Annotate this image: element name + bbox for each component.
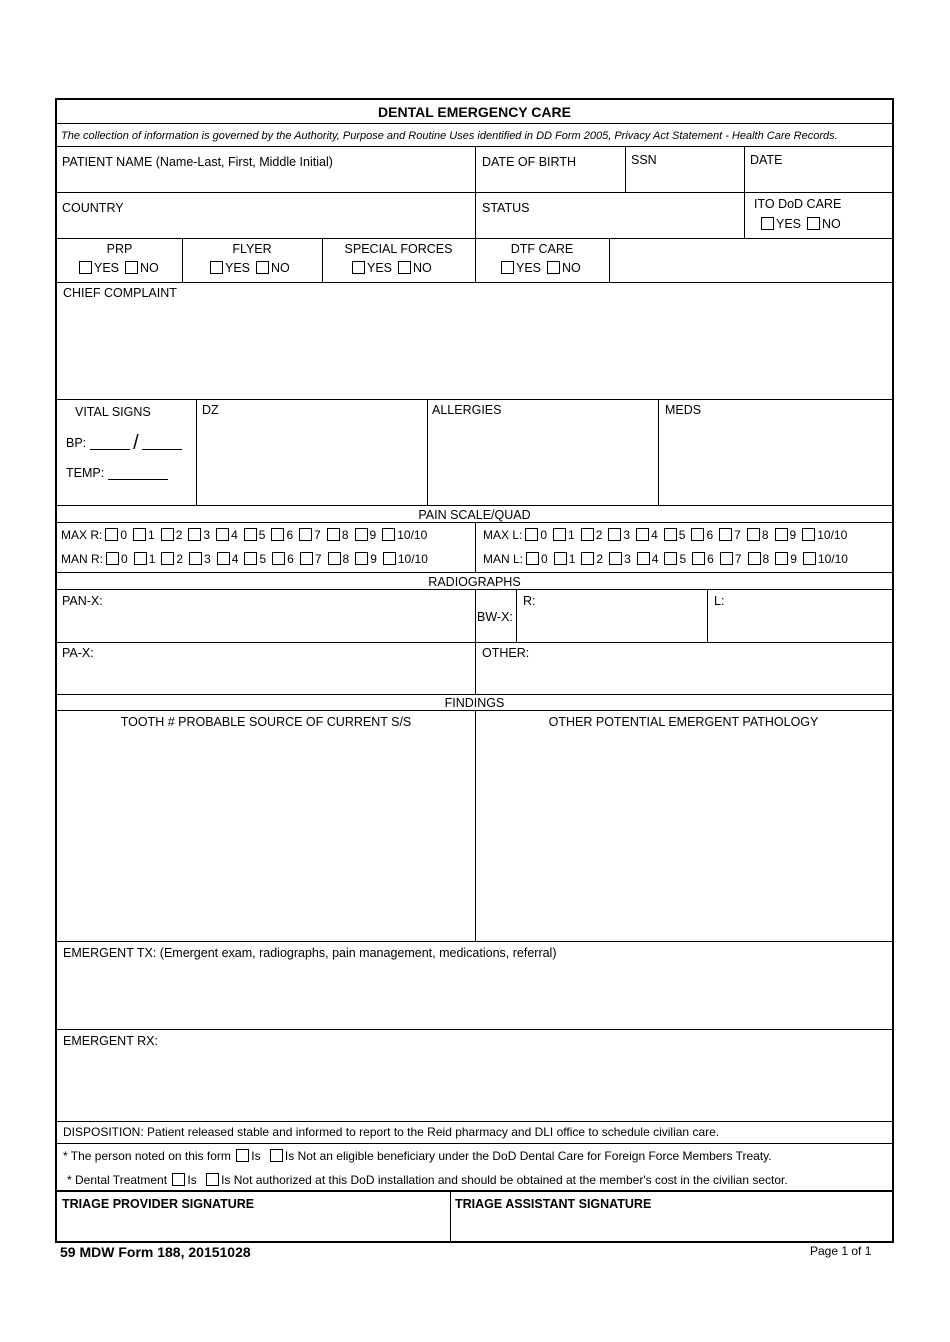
max-l-row [483,528,850,542]
divider [57,505,892,506]
is-label: Is [187,1173,197,1187]
divider [658,399,659,505]
prp-no-checkbox[interactable] [125,261,138,274]
emergent-tx-field[interactable] [57,962,892,1028]
pain-scale-value: 1 [568,528,575,542]
yes-label: YES [225,261,251,275]
pain-scale-value: 7 [734,528,741,542]
provider-signature-field[interactable] [57,1212,449,1242]
max-r-checkbox-3[interactable] [188,528,201,541]
ito-dod-care-label: ITO DoD CARE [754,197,842,211]
man-l-checkbox-10[interactable] [803,552,816,565]
dtf-yes-checkbox[interactable] [501,261,514,274]
flyer-options [210,261,290,275]
patient-name-label: PATIENT NAME (Name-Last, First, Middle Initial) [62,155,333,169]
no-label: NO [562,261,581,275]
prp-label: PRP [106,242,133,256]
pain-scale-value: 7 [314,528,321,542]
pain-scale-value: 1 [148,552,156,566]
no-label: NO [822,217,841,231]
pain-scale-value: 9 [790,552,797,566]
pain-scale-value: 2 [176,552,184,566]
max-r-checkbox-6[interactable] [271,528,284,541]
man-l-checkbox-4[interactable] [637,552,650,565]
pain-scale-value: 3 [203,528,211,542]
max-r-checkbox-8[interactable] [327,528,340,541]
bw-l-label: L: [714,594,725,608]
divider [625,146,626,192]
max-r-checkbox-1[interactable] [133,528,146,541]
flyer-yes-checkbox[interactable] [210,261,223,274]
other-radiograph-label: OTHER: [482,646,530,660]
treatment-is-not-checkbox[interactable] [206,1173,219,1186]
max-l-checkbox-9[interactable] [775,528,788,541]
other-pathology-field[interactable] [476,732,892,940]
flyer-no-checkbox[interactable] [256,261,269,274]
emergent-tx-label: EMERGENT TX: (Emergent exam, radiographs, pain management, medications, referral) [63,946,557,960]
bp-separator: / [133,432,139,454]
provider-signature-label: TRIAGE PROVIDER SIGNATURE [62,1197,255,1211]
max-l-checkbox-3[interactable] [608,528,621,541]
prp-options [79,261,159,275]
temp-text: TEMP: [66,466,105,480]
tooth-source-label: TOOTH # PROBABLE SOURCE OF CURRENT S/S [120,715,412,729]
man-r-checkbox-9[interactable] [355,552,368,565]
pain-scale-value: 8 [342,552,350,566]
prp-yes-checkbox[interactable] [79,261,92,274]
pain-scale-value: 2 [175,528,183,542]
man-r-checkbox-10[interactable] [383,552,396,565]
dob-label: DATE OF BIRTH [482,155,576,169]
page-number: Page 1 of 1 [810,1244,872,1258]
beneficiary-statement [63,1149,772,1163]
man-r-checkbox-1[interactable] [134,552,147,565]
privacy-statement: The collection of information is governed by the Authority, Purpose and Routine Uses identified in DD Form 2005, Privacy Act Statement - Health Care Records. [61,130,838,142]
beneficiary-pre-text: * The person noted on this form [63,1149,231,1163]
emergent-rx-field[interactable] [57,1050,892,1120]
pain-scale-value: 3 [623,528,631,542]
sf-yes-checkbox[interactable] [352,261,365,274]
divider [57,1121,892,1122]
pain-scale-value: 7 [314,552,322,566]
bw-x-label: BW-X: [477,610,513,624]
temp-label [66,466,168,480]
divider [57,941,892,942]
pan-x-label: PAN-X: [62,594,103,608]
is-not-label: Is Not [284,1149,317,1163]
yes-label: YES [367,261,393,275]
man-r-checkbox-0[interactable] [106,552,119,565]
divider [57,1029,892,1030]
divider [57,123,892,124]
flyer-label: FLYER [232,242,272,256]
pain-scale-value: 3 [204,552,211,566]
date-label: DATE [750,153,783,167]
pain-scale-value: 10/10 [397,552,428,566]
bp-systolic-field[interactable] [90,437,130,450]
pain-scale-value: 1 [568,552,576,566]
max-r-row [61,528,430,542]
max-r-checkbox-9[interactable] [355,528,368,541]
max-l-checkbox-4[interactable] [636,528,649,541]
divider [57,192,892,193]
temp-field[interactable] [108,467,168,480]
man-l-checkbox-3[interactable] [609,552,622,565]
divider [427,399,428,505]
max-r-checkbox-5[interactable] [244,528,257,541]
chief-complaint-label: CHIEF COMPLAINT [63,286,177,300]
dtf-no-checkbox[interactable] [547,261,560,274]
pain-scale-value: 9 [789,528,797,542]
max-l-checkbox-1[interactable] [553,528,566,541]
divider [196,399,197,505]
divider [57,1190,892,1192]
pain-scale-value: 8 [762,552,770,566]
max-l-checkbox-10[interactable] [802,528,815,541]
beneficiary-is-checkbox[interactable] [236,1149,249,1162]
pain-scale-value: 5 [679,552,687,566]
emergent-rx-label: EMERGENT RX: [63,1034,158,1048]
divider [57,642,892,643]
divider [57,1143,892,1144]
divider [57,399,892,400]
ito-dod-care-options [761,217,841,231]
man-r-label: MAN R: [61,552,103,566]
man-r-checkbox-3[interactable] [189,552,202,565]
pain-scale-value: 4 [651,528,658,542]
disposition-text: DISPOSITION: Patient released stable and informed to report to the Reid pharmacy and DLI office to schedule civilian care. [63,1125,720,1139]
max-l-checkbox-2[interactable] [581,528,594,541]
bp-text: BP: [66,436,87,450]
max-l-checkbox-6[interactable] [691,528,704,541]
treatment-pre-text: * Dental Treatment [67,1173,168,1187]
man-l-checkbox-8[interactable] [748,552,761,565]
no-label: NO [413,261,432,275]
dtf-care-label: DTF CARE [510,242,574,256]
special-forces-label: SPECIAL FORCES [344,242,453,256]
other-pathology-label: OTHER POTENTIAL EMERGENT PATHOLOGY [548,715,819,729]
divider [57,282,892,283]
man-l-checkbox-1[interactable] [554,552,567,565]
max-r-checkbox-10[interactable] [382,528,395,541]
max-l-checkbox-0[interactable] [525,528,538,541]
bp-diastolic-field[interactable] [142,437,182,450]
pain-scale-value: 6 [286,528,294,542]
pa-x-label: PA-X: [62,646,94,660]
divider [475,522,476,572]
pain-scale-value: 6 [287,552,294,566]
meds-label: MEDS [665,403,702,417]
max-l-checkbox-5[interactable] [664,528,677,541]
max-l-checkbox-8[interactable] [747,528,760,541]
treatment-statement [67,1173,788,1187]
bp-label [66,432,182,454]
man-l-checkbox-5[interactable] [664,552,677,565]
bw-r-label: R: [523,594,536,608]
man-l-label: MAN L: [483,552,524,566]
pain-scale-value: 0 [540,528,548,542]
pain-scale-value: 2 [596,552,604,566]
pain-scale-header: PAIN SCALE/QUAD [418,508,531,522]
pain-scale-value: 8 [761,528,769,542]
max-r-checkbox-4[interactable] [216,528,229,541]
yes-label: YES [94,261,120,275]
no-label: NO [140,261,159,275]
man-l-checkbox-2[interactable] [581,552,594,565]
pain-scale-value: 2 [595,528,603,542]
pain-scale-value: 6 [706,528,714,542]
pain-scale-value: 0 [541,552,548,566]
treatment-is-checkbox[interactable] [172,1173,185,1186]
man-l-checkbox-0[interactable] [526,552,539,565]
form-title: DENTAL EMERGENCY CARE [378,104,571,120]
beneficiary-is-not-checkbox[interactable] [270,1149,283,1162]
pain-scale-value: 10/10 [817,552,848,566]
man-r-checkbox-4[interactable] [217,552,230,565]
form-id: 59 MDW Form 188, 20151028 [60,1244,251,1260]
pain-scale-value: 10/10 [397,528,428,542]
no-label: NO [271,261,290,275]
status-label: STATUS [482,201,530,215]
man-r-checkbox-6[interactable] [272,552,285,565]
man-l-checkbox-7[interactable] [720,552,733,565]
pain-scale-value: 5 [258,528,266,542]
divider [57,694,892,695]
divider [609,238,610,282]
man-r-checkbox-7[interactable] [300,552,313,565]
divider [707,589,708,642]
sf-no-checkbox[interactable] [398,261,411,274]
max-l-label: MAX L: [483,528,523,542]
chief-complaint-field[interactable] [57,300,892,398]
vital-signs-label: VITAL SIGNS [75,405,151,419]
man-r-checkbox-2[interactable] [161,552,174,565]
radiographs-header: RADIOGRAPHS [428,575,521,589]
divider [57,572,892,573]
man-l-row [483,552,851,566]
pain-scale-value: 6 [707,552,714,566]
man-r-row [61,552,431,566]
country-label: COUNTRY [62,201,124,215]
pain-scale-value: 5 [259,552,267,566]
is-not-label: Is Not [221,1173,253,1187]
pain-scale-value: 5 [678,528,686,542]
findings-header: FINDINGS [444,696,505,710]
beneficiary-post-text: an eligible beneficiary under the DoD Dental Care for Foreign Force Members Treaty. [319,1149,772,1163]
pain-scale-value: 8 [341,528,349,542]
assistant-signature-field[interactable] [451,1212,892,1242]
pain-scale-value: 4 [651,552,659,566]
allergies-label: ALLERGIES [432,403,502,417]
yes-label: YES [516,261,542,275]
pain-scale-value: 7 [734,552,742,566]
pain-scale-value: 9 [370,552,377,566]
pain-scale-value: 4 [231,528,238,542]
pain-scale-value: 1 [148,528,155,542]
special-forces-options [352,261,432,275]
max-r-checkbox-0[interactable] [105,528,118,541]
pain-scale-value: 0 [120,528,128,542]
yes-label: YES [776,217,802,231]
ssn-label: SSN [631,153,657,167]
max-r-label: MAX R: [61,528,103,542]
max-l-checkbox-7[interactable] [719,528,732,541]
pain-scale-value: 3 [624,552,631,566]
man-r-checkbox-5[interactable] [244,552,257,565]
pain-scale-value: 0 [121,552,128,566]
form-frame [55,98,894,1243]
treatment-post-text: authorized at this DoD installation and should be obtained at the member's cost in the civilian sector. [255,1173,788,1187]
dz-label: DZ [202,403,219,417]
tooth-source-field[interactable] [57,732,475,940]
man-l-checkbox-9[interactable] [775,552,788,565]
pain-scale-value: 9 [369,528,377,542]
ito-no-checkbox[interactable] [807,217,820,230]
is-label: Is [251,1149,261,1163]
assistant-signature-label: TRIAGE ASSISTANT SIGNATURE [455,1197,652,1211]
man-l-checkbox-6[interactable] [692,552,705,565]
max-r-checkbox-7[interactable] [299,528,312,541]
pain-scale-value: 10/10 [817,528,848,542]
pain-scale-value: 4 [231,552,239,566]
dtf-options [501,261,581,275]
divider [516,589,517,642]
ito-yes-checkbox[interactable] [761,217,774,230]
man-r-checkbox-8[interactable] [328,552,341,565]
max-r-checkbox-2[interactable] [161,528,174,541]
